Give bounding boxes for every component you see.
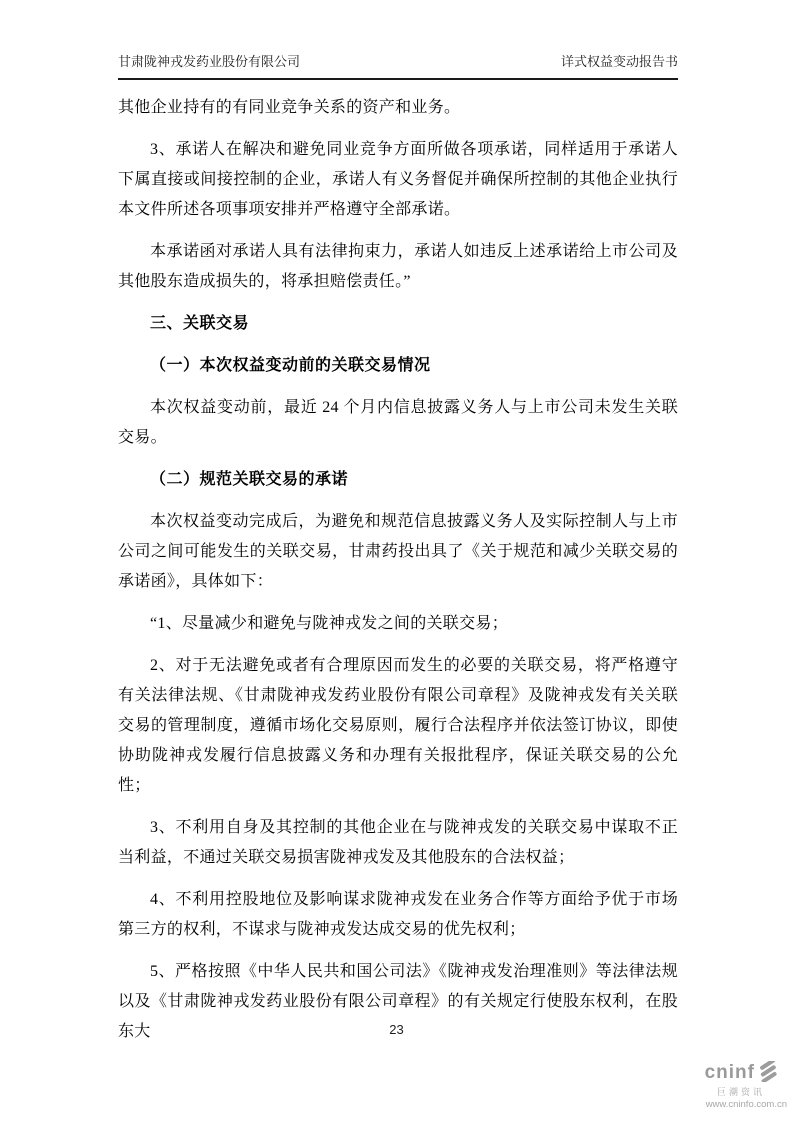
paragraph: 5、严格按照《中华人民共和国公司法》《陇神戎发治理准则》等法律法规以及《甘肃陇神戎发药业股份有限公司章程》的有关规定行使股东权利，在股东大 — [118, 963, 678, 1040]
paragraph: 3、承诺人在解决和避免同业竞争方面所做各项承诺，同样适用于承诺人下属直接或间接控制的企业，承诺人有义务督促并确保所控制的其他企业执行本文件所述各项事项安排并严格遵守全部承诺。 — [118, 141, 678, 218]
paragraph: 本次权益变动完成后，为避免和规范信息披露义务人及实际控制人与上市公司之间可能发生的关联交易，甘肃药投出具了《关于规范和减少关联交易的承诺函》，具体如下： — [118, 513, 678, 590]
paragraph: 本承诺函对承诺人具有法律拘束力，承诺人如违反上述承诺给上市公司及其他股东造成损失的，将承担赔偿责任。” — [118, 243, 678, 290]
document-body — [118, 93, 678, 1059]
paragraph: 3、不利用自身及其控制的其他企业在与陇神戎发的关联交易中谋取不正当利益，不通过关联交易损害陇神戎发及其他股东的合法权益； — [118, 819, 678, 866]
cninfo-logo — [667, 1061, 787, 1110]
paragraph: 其他企业持有的有同业竞争关系的资产和业务。 — [118, 99, 461, 116]
section-heading: （二）规范关联交易的承诺 — [150, 471, 349, 488]
paragraph: 4、不利用控股地位及影响谋求陇神戎发在业务合作等方面给予优于市场第三方的权利，不谋求与陇神戎发达成交易的优先权利； — [118, 891, 678, 938]
section-heading: （一）本次权益变动前的关联交易情况 — [150, 357, 431, 374]
paragraph: “1、尽量减少和避免与陇神戎发之间的关联交易； — [150, 615, 509, 632]
cninfo-brand-text: cninf — [704, 1062, 755, 1084]
header-report-title: 详式权益变动报告书 — [560, 54, 678, 69]
page-header — [118, 54, 678, 80]
paragraph: 2、对于无法避免或者有合理原因而发生的必要的关联交易，将严格遵守有关法律法规、《甘肃陇神戎发药业股份有限公司章程》及陇神戎发有关关联交易的管理制度，遵循市场化交易原则，履行合法程序并依法签订协议，即使协助陇神戎发履行信息披露义务和办理有关报批程序，保证关联交易的公允性； — [118, 657, 678, 794]
page-number: 23 — [389, 1022, 404, 1037]
header-company-name: 甘肃陇神戎发药业股份有限公司 — [118, 54, 301, 69]
paragraph: 本次权益变动前，最近 24 个月内信息披露义务人与上市公司未发生关联交易。 — [118, 399, 678, 446]
cninfo-chinese-name: 巨潮资讯 — [716, 1086, 765, 1097]
section-heading: 三、关联交易 — [150, 315, 250, 332]
cninfo-swirl-icon — [757, 1061, 781, 1087]
cninfo-url: www.cninfo.com.cn — [705, 1098, 787, 1110]
